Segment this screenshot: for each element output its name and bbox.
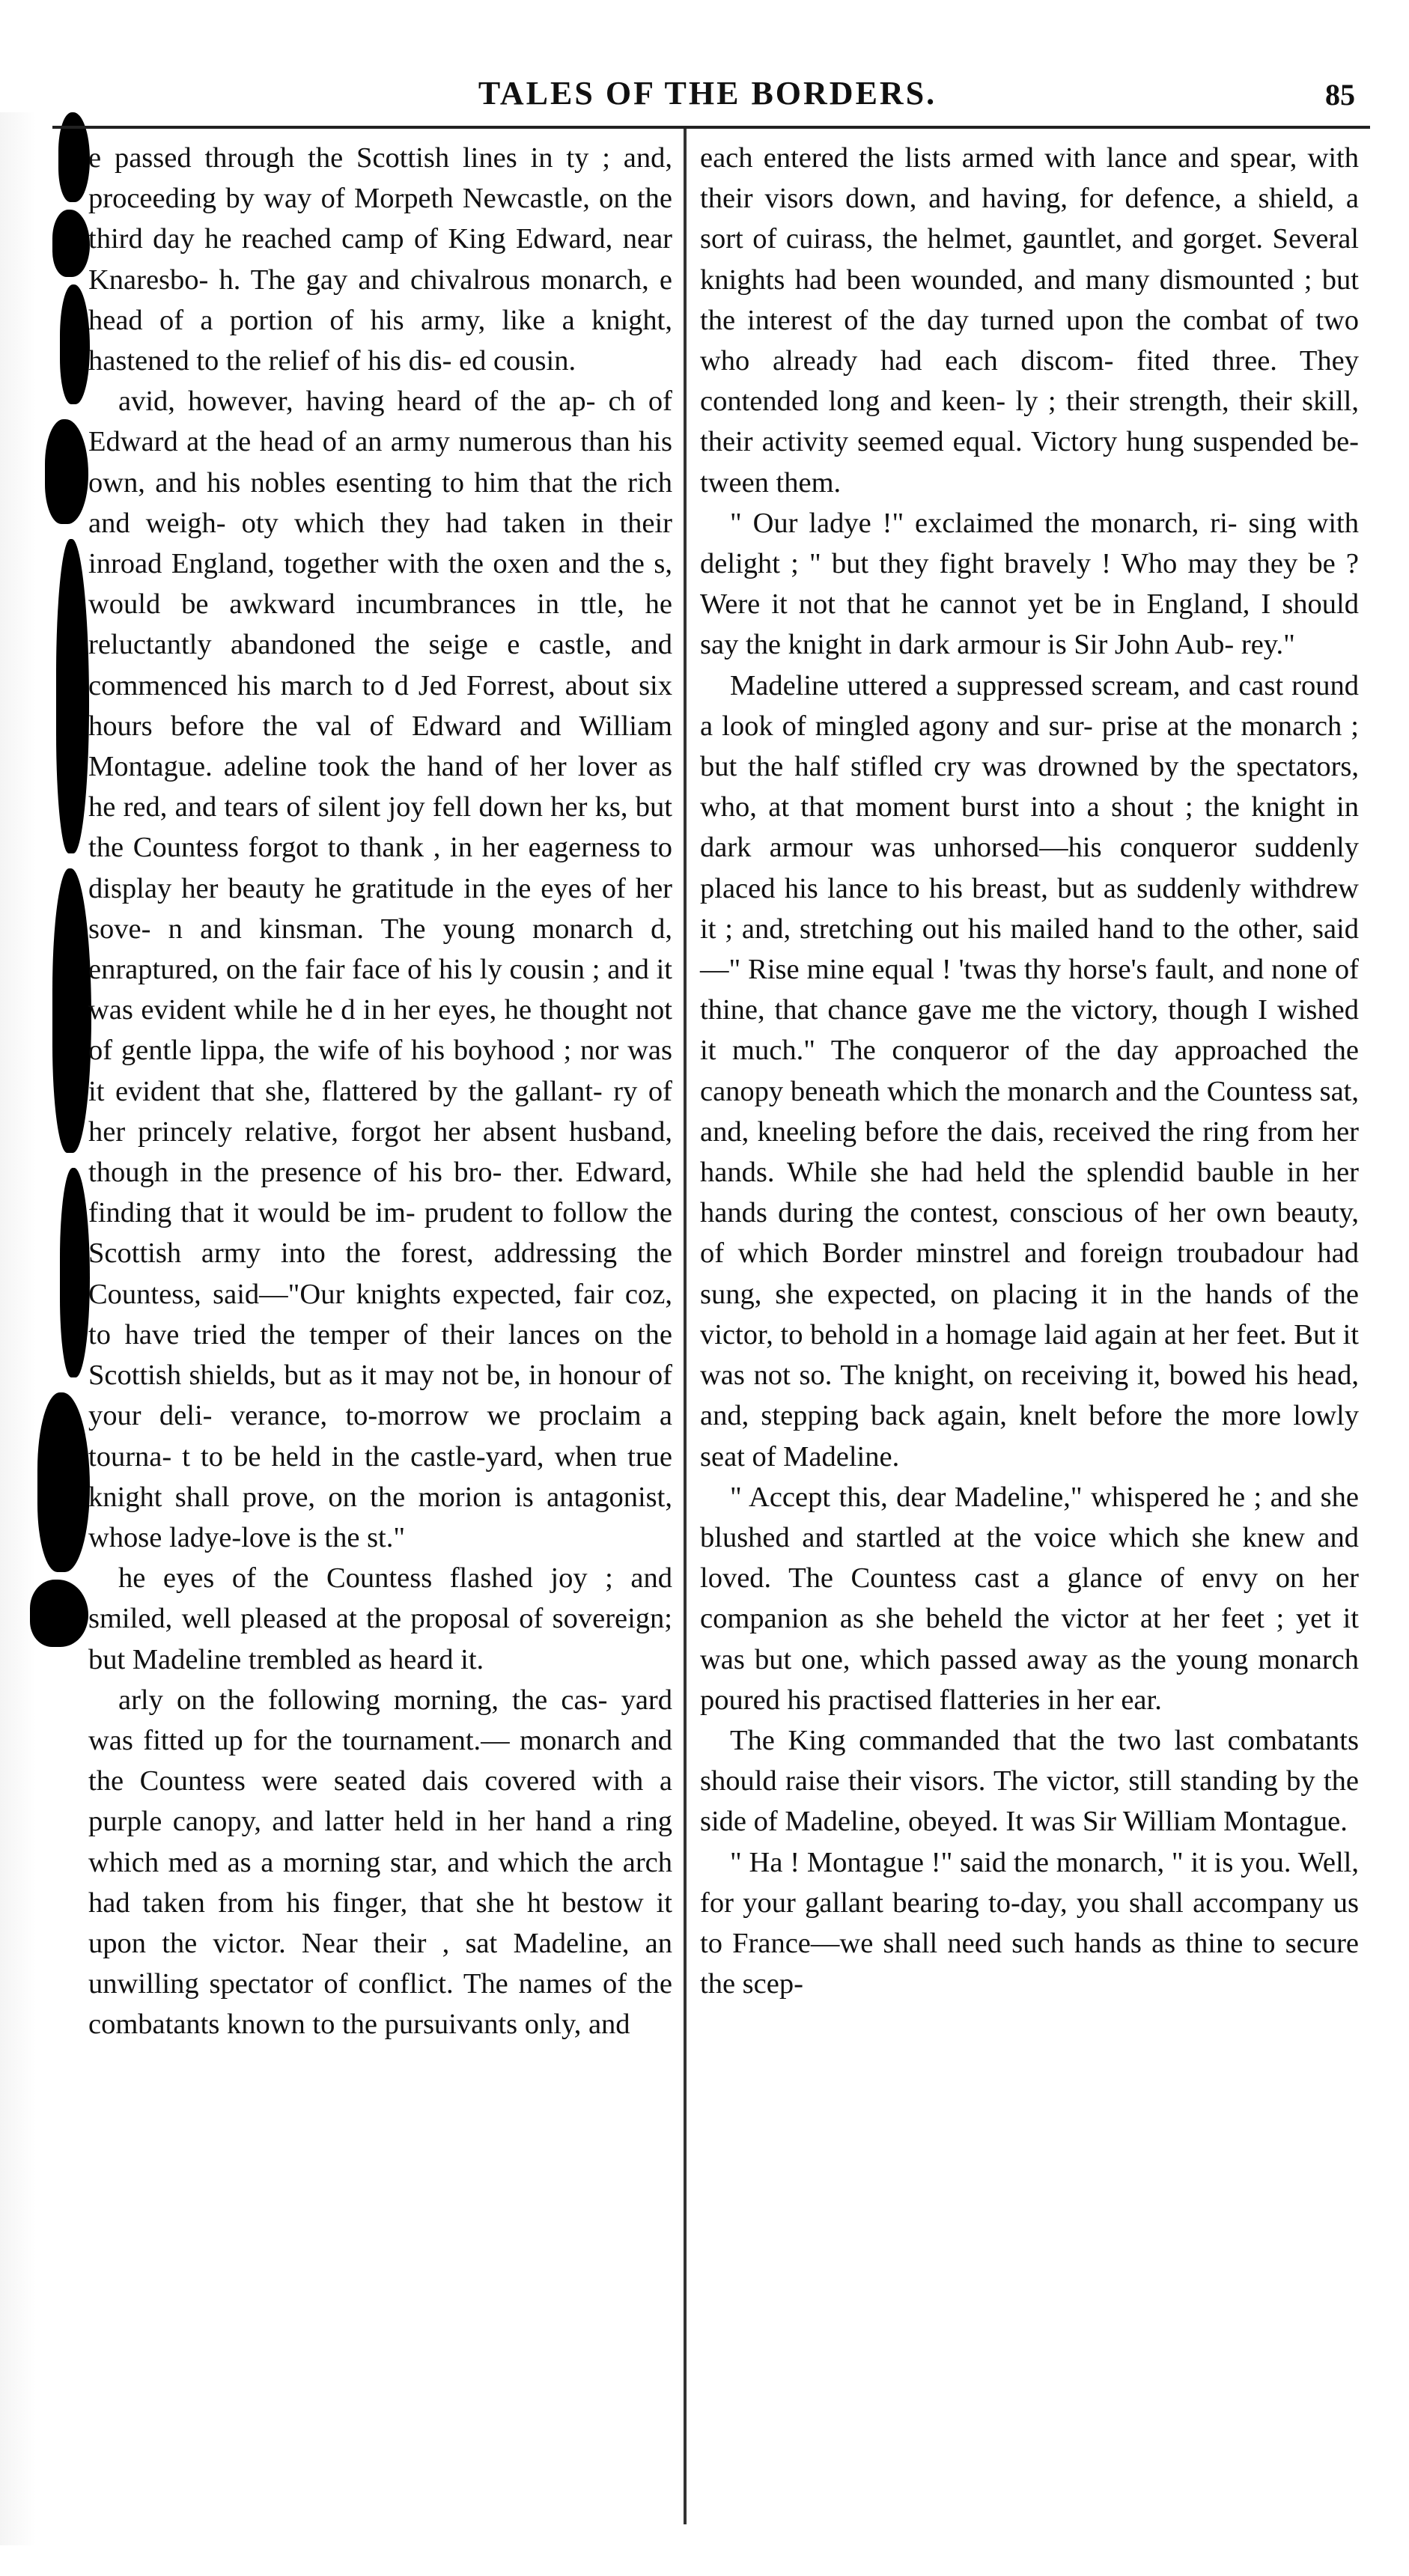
- paragraph: he eyes of the Countess flashed joy ; and smiled, well pleased at the proposal of sovereign; but Madeline trembled as heard it.: [88, 1562, 672, 1675]
- left-column: [88, 138, 672, 2045]
- ink-blot: [30, 1580, 88, 1647]
- ink-blot: [60, 1168, 90, 1377]
- header-rule: [52, 126, 1370, 129]
- page-number: 85: [1325, 78, 1355, 112]
- binding-shadow: [0, 112, 36, 2545]
- paragraph: avid, however, having heard of the ap- ch of Edward at the head of an army numerous than his own, and his nobles esenting to him that the rich and weigh- oty which they had taken in their inroad England, together with the oxen and the s, would be awkward incumbrances in ttle, he reluctantly abandoned the seige e castle, and commenced his march to d Jed Forrest, about six hours before the val of Edward and William Montague. adeline took the hand of her lover as he red, and tears of silent joy fell down her ks, but the Countess forgot to thank , in her eagerness to display her beauty he gratitude in the eyes of her sove- n and kinsman. The young monarch d, enraptured, on the fair face of his ly cousin ; and it was evident while he d in her eyes, he thought not of gentle lippa, the wife of his boyhood ; nor was it evident that she, flattered by the gallant- ry of her princely relative, forgot her absent husband, though in the presence of his bro- ther. Edward, finding that it would be im- prudent to follow the Scottish army into the forest, addressing the Countess, said—"Our knights expected, fair coz, to have tried the temper of their lances on the Scottish shields, but as it may not be, in honour of your deli- verance, to-morrow we proclaim a tourna- t to be held in the castle-yard, when true knight shall prove, on the morion is antagonist, whose ladye-love is the st.": [88, 386, 672, 1553]
- ink-blot: [56, 539, 89, 853]
- running-title: TALES OF THE BORDERS.: [478, 75, 937, 112]
- ink-blot: [52, 210, 90, 277]
- column-divider: [684, 129, 687, 2524]
- paragraph: each entered the lists armed with lance and spear, with their visors down, and having, for defence, a shield, a sort of cuirass, the helmet, gauntlet, and gorget. Several knights had been wounded, and many dismounted ; but the interest of the day turned upon the combat of two who already had each discom- fited three. They contended long and keen- ly ; their strength, their skill, their activity seemed equal. Victory hung suspended be- tween them.: [700, 142, 1359, 499]
- ink-blot: [60, 284, 90, 404]
- paragraph: arly on the following morning, the cas- yard was fitted up for the tournament.— monarch and the Countess were seated dais covered with a purple canopy, and latter held in her hand a ring which med as a morning star, and which the arch had taken from his finger, that she ht bestow it upon the victor. Near their , sat Madeline, an unwilling spectator of conflict. The names of the combatants known to the pursuivants only, and: [88, 1684, 672, 2041]
- paragraph: " Ha ! Montague !" said the monarch, " it is you. Well, for your gallant bearing to-day, you shall accompany us to France—we shall need such hands as thine to secure the scep-: [700, 1846, 1359, 2000]
- paragraph: " Our ladye !" exclaimed the monarch, ri- sing with delight ; " but they fight bravely ! Who may they be ? Were it not that he cannot yet be in England, I should say the knight in dark armour is Sir John Aub- rey.": [700, 507, 1359, 661]
- running-header: [45, 71, 1370, 124]
- ink-blot: [37, 1392, 90, 1572]
- paragraph: Madeline uttered a suppressed scream, and cast round a look of mingled agony and sur- prise at the monarch ; but the half stifled cry was drowned by the spectators, who, at that moment burst into a shout ; the knight in dark armour was unhorsed—his conqueror suddenly placed his lance to his breast, but as suddenly withdrew it ; and, stretching out his mailed hand to the other, said—" Rise mine equal ! 'twas thy horse's fault, and none of thine, that chance gave me the victory, though I wished it much." The conqueror of the day approached the canopy beneath which the monarch and the Countess sat, and, kneeling before the dais, received the ring from her hands. While she had held the splendid bauble in her hands during the contest, conscious of her own beauty, of which Border minstrel and foreign troubadour had sung, she expected, on placing it in the hands of the victor, to behold in a homage laid again at her feet. But it was not so. The knight, on receiving it, bowed his head, and, stepping back again, knelt before the more lowly seat of Madeline.: [700, 669, 1359, 1473]
- paragraph: The King commanded that the two last combatants should raise their visors. The victor, still standing by the side of Madeline, obeyed. It was Sir William Montague.: [700, 1724, 1359, 1838]
- ink-blot: [52, 868, 91, 1153]
- right-column: [700, 138, 1359, 2004]
- paragraph: " Accept this, dear Madeline," whispered he ; and she blushed and startled at the voice which she knew and loved. The Countess cast a glance of envy on her companion as she beheld the victor at her feet ; yet it was but one, which passed away as the young monarch poured his practised flatteries in her ear.: [700, 1481, 1359, 1716]
- paragraph: e passed through the Scottish lines in ty ; and, proceeding by way of Morpeth Newcastle, on the third day he reached camp of King Edward, near Knaresbo- h. The gay and chivalrous monarch, e head of a portion of his army, like a knight, hastened to the relief of his dis- ed cousin.: [88, 142, 672, 377]
- ink-blot: [45, 419, 88, 524]
